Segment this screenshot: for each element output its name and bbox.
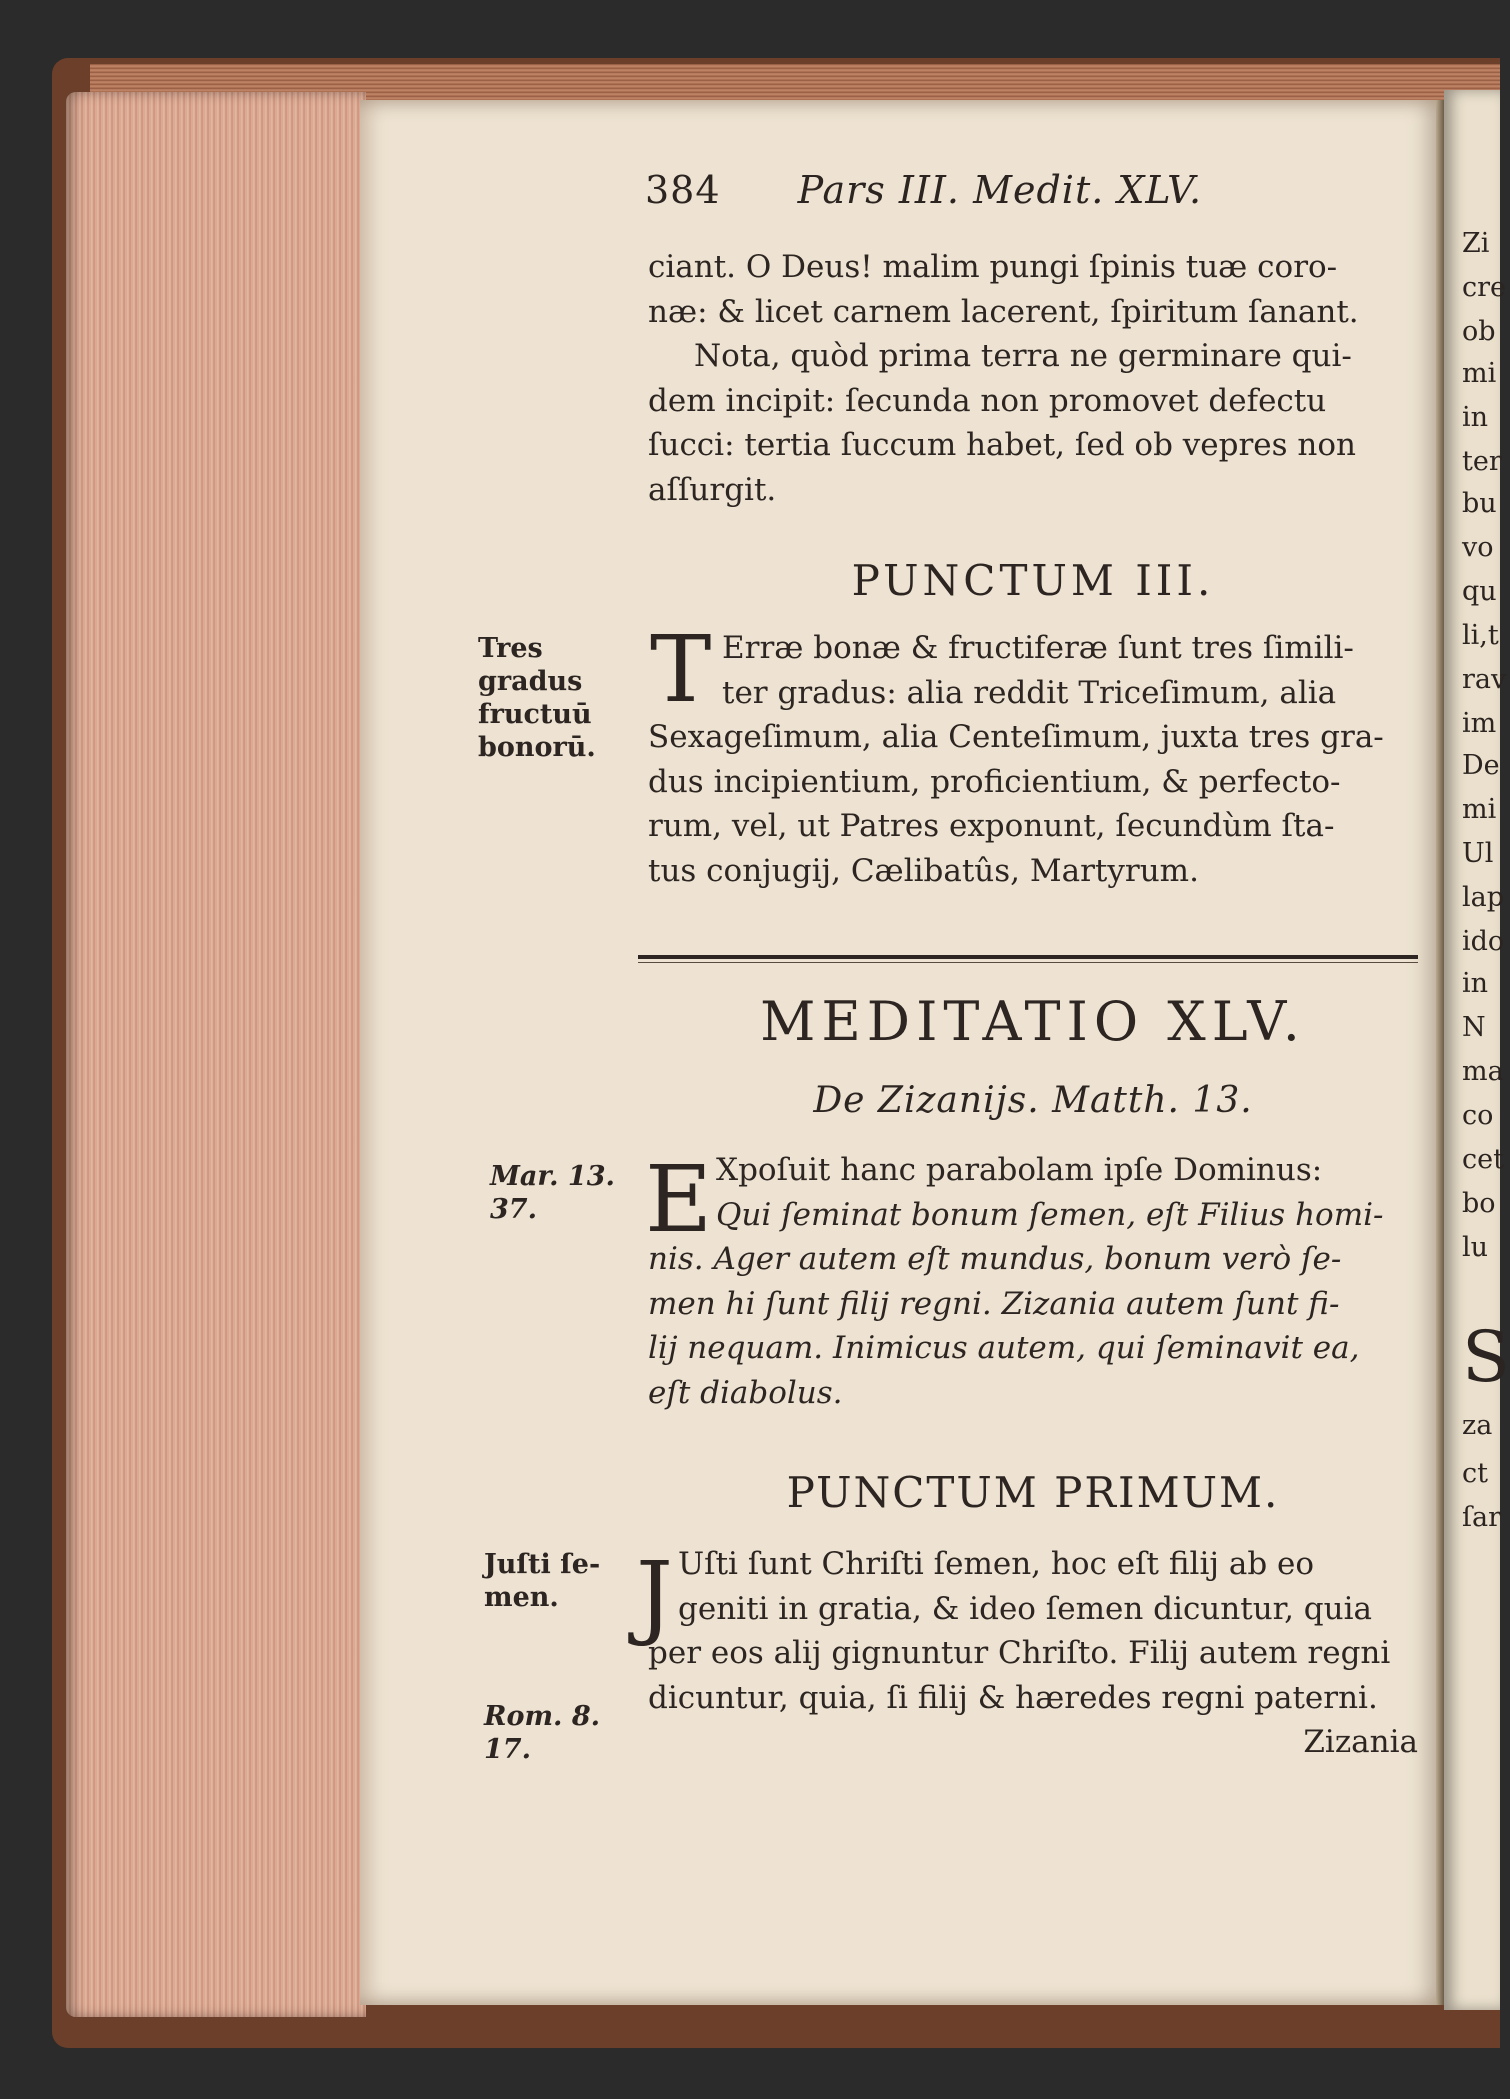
text-line: næ: & licet carnem lacerent, ſpiritum ſanant. [648, 293, 1359, 330]
text-line: Nota, quòd prima terra ne germinare qui- [694, 338, 1352, 374]
next-page-fragment: li,t [1462, 620, 1499, 651]
drop-capital: E [645, 1146, 713, 1253]
next-page-fragment: lu [1462, 1232, 1489, 1263]
next-page-fragment: mi [1462, 794, 1497, 825]
next-page-fragment: cet [1462, 1144, 1504, 1175]
text-line: ciant. O Deus! malim pungi ſpinis tuæ coro- [648, 249, 1338, 285]
text-line: dicuntur, quia, ſi filij & hæredes regni paterni. [648, 1679, 1378, 1716]
margin-note-line: men. [484, 1582, 559, 1613]
next-page-fragment: bu [1462, 488, 1497, 519]
margin-note [484, 1548, 600, 1614]
running-header [645, 168, 1405, 212]
punctum-primum-paragraph [648, 1542, 1418, 1765]
next-page-fragment: N [1462, 1012, 1486, 1043]
margin-note-line: bonorū. [478, 732, 596, 763]
next-page-fragment: ido [1462, 926, 1505, 957]
next-page-fragment: ſar [1462, 1502, 1501, 1533]
text-line: Sexageſimum, alia Centeſimum, juxta tres gra- [648, 719, 1384, 755]
next-page-fragment: in [1462, 968, 1489, 999]
margin-note-line: fructuū [478, 699, 592, 730]
text-line: eſt diabolus. [648, 1374, 843, 1411]
next-page-fragment: ob [1462, 316, 1496, 347]
text-line: lij nequam. Inimicus autem, qui ſeminavit ea, [648, 1330, 1360, 1366]
next-page-fragment: ter [1462, 446, 1502, 477]
punctum-iii-paragraph [648, 616, 1418, 893]
next-page-fragment: Ul [1462, 838, 1494, 869]
meditation-paragraph [648, 1148, 1418, 1415]
next-page-fragment: co [1462, 1100, 1494, 1131]
catchword: Zizania [1303, 1724, 1418, 1760]
margin-note [478, 632, 596, 764]
margin-note-line: gradus [478, 666, 583, 697]
text-line: ſucci: tertia ſuccum habet, ſed ob vepres non [648, 427, 1356, 463]
next-page-fragment: in [1462, 402, 1489, 433]
text-line: men hi ſunt filij regni. Zizania autem ſunt fi- [648, 1285, 1340, 1322]
section-heading: PUNCTUM PRIMUM. [786, 1468, 1280, 1517]
text-line: dem incipit: ſecunda non promovet defectu [648, 382, 1327, 419]
margin-note-line: Mar. 13. [490, 1161, 615, 1192]
next-page-fragment: ct [1462, 1458, 1488, 1489]
text-line: per eos alij gignuntur Chriſto. Filij autem regni [648, 1635, 1391, 1671]
text-line: rum, vel, ut Patres exponunt, ſecundùm ſta- [648, 808, 1335, 844]
section-rule [638, 955, 1418, 959]
next-page-fragment: rav [1462, 664, 1507, 695]
text-line: ter gradus: alia reddit Triceſimum, alia [722, 674, 1337, 711]
margin-note-line: 37. [490, 1194, 537, 1225]
drop-capital: J [636, 1542, 673, 1649]
text-line: Xpoſuit hanc parabolam ipſe Dominus: [716, 1152, 1323, 1188]
next-page-fragment: lap [1462, 882, 1505, 913]
next-page-fragment: bo [1462, 1188, 1496, 1219]
text-line: aſſurgit. [648, 471, 777, 508]
next-page-fragment: cre [1462, 272, 1507, 303]
margin-note-line: Rom. 8. [484, 1701, 601, 1732]
next-page-fragment: Zi [1462, 228, 1490, 259]
margin-note-line: 17. [484, 1734, 531, 1765]
next-page-fragment: vo [1462, 532, 1494, 563]
right-page-fragment [1444, 90, 1510, 2010]
page-fore-edge [66, 92, 366, 2017]
next-page-fragment: za [1462, 1410, 1493, 1441]
text-line: dus incipientium, proficientium, & perfecto- [648, 763, 1341, 800]
next-page-fragment: mi [1462, 358, 1497, 389]
opening-paragraph [648, 245, 1418, 512]
section-heading: PUNCTUM III. [851, 556, 1215, 605]
next-page-fragment: qu [1462, 576, 1497, 607]
text-line: Uſti ſunt Chriſti ſemen, hoc eſt filij ab eo [678, 1546, 1315, 1582]
page-number: 384 [645, 168, 721, 212]
margin-note-line: Juſti ſe- [484, 1549, 601, 1580]
running-title: Pars III. Medit. XLV. [797, 168, 1203, 212]
next-page-fragment: ma [1462, 1056, 1504, 1087]
margin-note [484, 1700, 600, 1766]
text-line: Qui ſeminat bonum ſemen, eſt Filius homi- [716, 1196, 1384, 1233]
meditation-title: MEDITATIO XLV. [760, 990, 1306, 1053]
text-line: nis. Ager autem eſt mundus, bonum verò ſe- [648, 1241, 1342, 1277]
next-page-fragment: S [1462, 1316, 1510, 1398]
text-line: Erræ bonæ & fructiferæ ſunt tres ſimili- [722, 630, 1354, 666]
next-page-fragment: De [1462, 750, 1500, 781]
margin-note-line: Tres [478, 633, 543, 664]
next-page-fragment: im [1462, 708, 1497, 739]
text-line: tus conjugij, Cælibatûs, Martyrum. [648, 852, 1199, 889]
book-gutter [1436, 100, 1444, 2005]
drop-capital: T [650, 616, 712, 723]
margin-note [490, 1160, 615, 1226]
meditation-subtitle: De Zizanijs. Matth. 13. [813, 1080, 1253, 1121]
text-line: geniti in gratia, & ideo ſemen dicuntur, quia [678, 1590, 1372, 1627]
